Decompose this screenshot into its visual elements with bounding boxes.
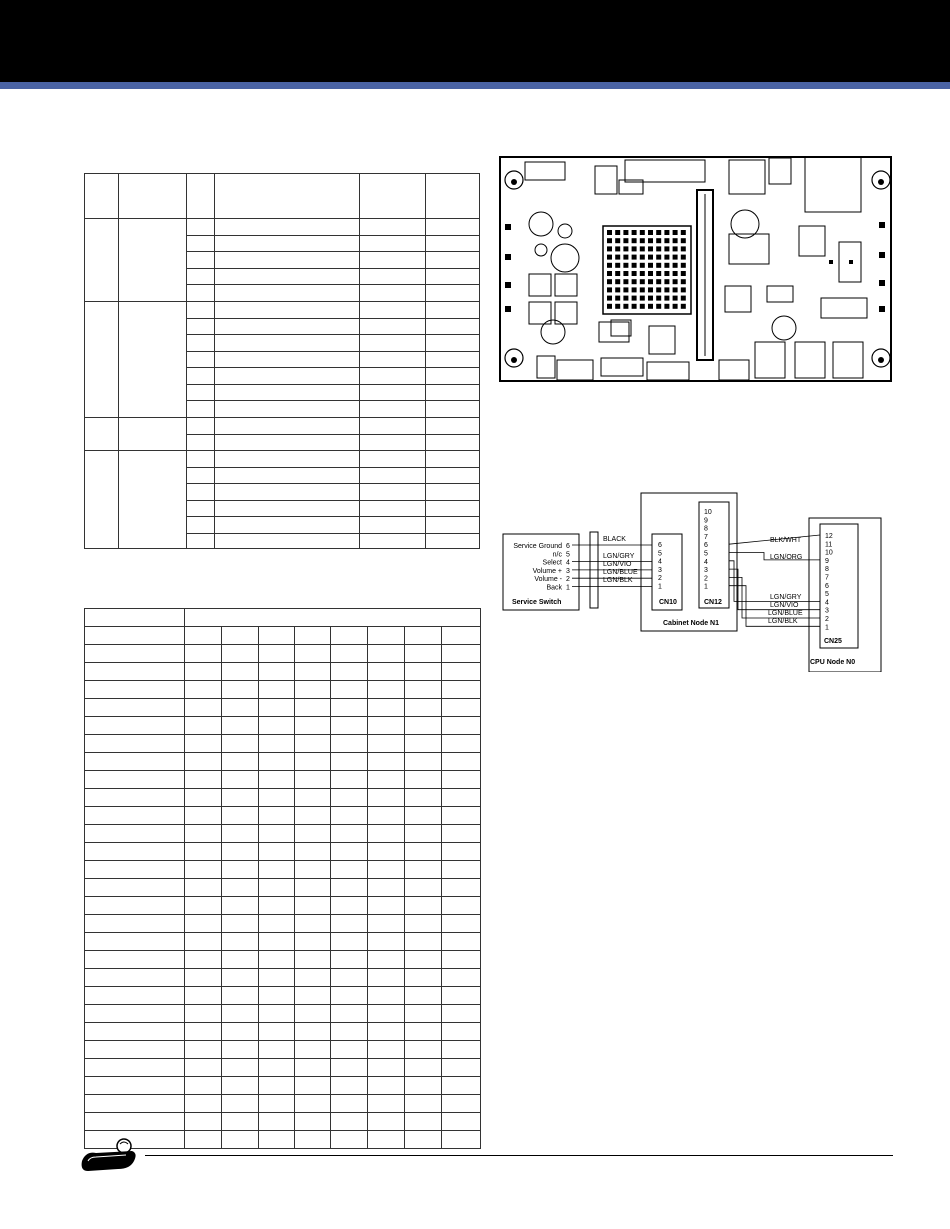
table-row: [85, 645, 481, 663]
header-stripe: [0, 82, 950, 89]
cn10-pin: 3: [658, 566, 662, 574]
cn12-pin: 7: [704, 533, 708, 541]
cn10-pin: 4: [658, 558, 662, 566]
table-row: [85, 825, 481, 843]
wire-label: BLK/WHT: [770, 537, 802, 544]
cn25-label: CN25: [824, 638, 842, 645]
cn12-pin: 8: [704, 525, 708, 533]
cn25-pin: 9: [825, 557, 829, 565]
cn12-pin: 5: [704, 550, 708, 558]
cn10-pin: 5: [658, 550, 662, 558]
table-row: [85, 681, 481, 699]
cn25-pin: 6: [825, 582, 829, 590]
table-header-row: [85, 174, 480, 219]
wiring-diagram: [502, 492, 882, 672]
service-switch-pin-number: 5: [566, 551, 570, 559]
wire-label: LGN/ORG: [770, 554, 803, 561]
pcb-board-drawing: [499, 156, 892, 382]
wire-label: BLACK: [603, 536, 626, 543]
cn12-pin: 10: [704, 509, 712, 516]
table-row: [85, 735, 481, 753]
table-row: [85, 1005, 481, 1023]
cn12-pin: 6: [704, 542, 708, 550]
connector-pinout-table: [84, 173, 480, 549]
table-row: [85, 843, 481, 861]
wire-label: LGN/GRY: [770, 594, 802, 601]
cn25-pin: 7: [825, 574, 829, 582]
service-switch-pin-label: Service Ground: [513, 543, 562, 550]
table-row: [85, 663, 481, 681]
wire-label: LGN/BLUE: [603, 569, 638, 576]
service-switch-pin-label: n/c: [552, 551, 562, 559]
table-row: [85, 807, 481, 825]
table-row: [85, 1059, 481, 1077]
table-row: [85, 789, 481, 807]
service-switch-pin-number: 4: [566, 559, 570, 567]
cn10-label: CN10: [659, 599, 677, 606]
wire-label: LGN/VIO: [770, 602, 799, 609]
table-row: [85, 753, 481, 771]
cn12-pin: 4: [704, 558, 708, 566]
cn12-pin: 1: [704, 583, 708, 591]
cn25-pin: 12: [825, 533, 833, 540]
cabinet-node-title: Cabinet Node N1: [663, 620, 720, 627]
cn25-pin: 11: [825, 541, 833, 549]
table-row: [85, 627, 481, 645]
cn25-pin: 4: [825, 599, 829, 607]
cn25-pin: 5: [825, 591, 829, 599]
stern-logo: [80, 1137, 138, 1173]
cn25-pin: 1: [825, 624, 829, 632]
service-switch-pin-label: Volume -: [534, 576, 562, 584]
table-row: [85, 915, 481, 933]
table-row: [85, 987, 481, 1005]
table-row: [85, 1023, 481, 1041]
table-row: [85, 1077, 481, 1095]
cn12-pin: 2: [704, 575, 708, 583]
cn10-pin: 1: [658, 583, 662, 591]
service-switch-pin-label: Back: [546, 584, 562, 592]
cn25-pin: 8: [825, 566, 829, 574]
table-row: [85, 1041, 481, 1059]
cn25-pin: 10: [825, 549, 833, 557]
footer-rule: [145, 1155, 893, 1156]
service-switch-pin-number: 2: [566, 576, 570, 584]
cn12-pin: 9: [704, 517, 708, 525]
service-switch-pin-number: 6: [566, 543, 570, 550]
wire-label: LGN/BLK: [603, 577, 633, 584]
table-row: [85, 933, 481, 951]
settings-grid-table: [84, 608, 481, 1149]
header-bar: [0, 0, 950, 82]
table-row: [85, 879, 481, 897]
table-row: [85, 771, 481, 789]
table-row: [85, 861, 481, 879]
service-switch-pin-label: Select: [542, 559, 562, 567]
table-row: [85, 969, 481, 987]
wire-label: LGN/VIO: [603, 561, 632, 568]
wire-label: LGN/GRY: [603, 553, 635, 560]
table-row: [85, 717, 481, 735]
wire-label: LGN/BLK: [768, 618, 798, 625]
cn12-pin: 3: [704, 567, 708, 575]
cpu-node-title: CPU Node N0: [810, 659, 856, 666]
cn10-pin: 2: [658, 575, 662, 583]
cn25-pin: 2: [825, 616, 829, 623]
cn10-pin: 6: [658, 542, 662, 549]
wire-label: LGN/BLUE: [768, 610, 803, 617]
table-row: [85, 951, 481, 969]
service-switch-title: Service Switch: [512, 599, 562, 606]
table-row: [85, 1095, 481, 1113]
cn25-pin: 3: [825, 607, 829, 615]
table-row: [85, 1113, 481, 1131]
cn12-label: CN12: [704, 599, 722, 606]
table-row: [85, 1131, 481, 1149]
table-row: [85, 897, 481, 915]
table-row: [85, 699, 481, 717]
service-switch-pin-number: 3: [566, 567, 570, 575]
service-switch-pin-number: 1: [566, 584, 570, 592]
service-switch-pin-label: Volume +: [532, 567, 562, 575]
